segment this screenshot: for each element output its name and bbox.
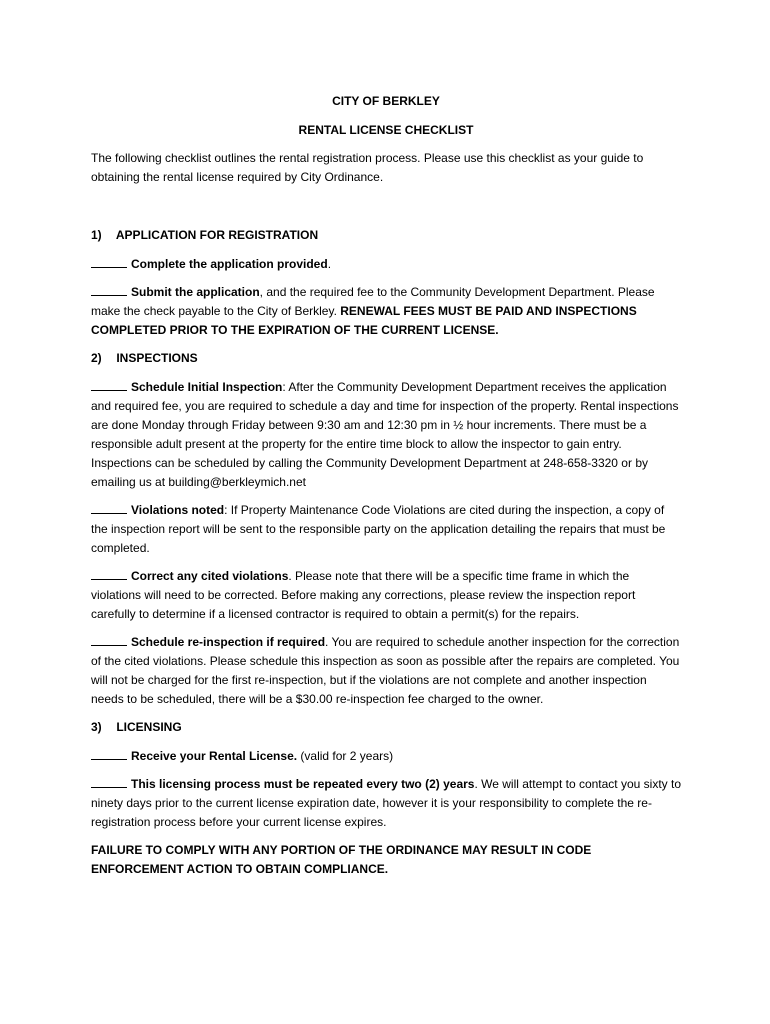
item-text: . You are required to schedule another inspection for the correction of the cited violations. Please schedule this inspection as soon as possible after the repairs are completed. You will not be charged for the first re-inspection, but if the violations are not complete and another inspection needs to be scheduled, there will be a $30.00 re-inspection fee charged to the owner. [91, 635, 680, 706]
checkbox-blank [91, 256, 127, 268]
city-title: CITY OF BERKLEY [332, 94, 440, 108]
item-lead: This licensing process must be repeated every two (2) years [131, 777, 475, 791]
section-title: INSPECTIONS [116, 351, 198, 365]
checklist-item [91, 378, 681, 492]
section-heading [91, 226, 681, 245]
section-application [91, 226, 681, 340]
checklist-item [91, 567, 681, 624]
checkbox-blank [91, 568, 127, 580]
section-title: APPLICATION FOR REGISTRATION [115, 228, 319, 242]
section-licensing [91, 718, 681, 832]
checklist-item [91, 283, 681, 340]
item-lead: Submit the application [131, 285, 260, 299]
item-lead: Violations noted [131, 503, 225, 517]
checkbox-blank [91, 502, 127, 514]
item-text: . Please note that there will be a specific time frame in which the violations will need to be corrected. Before making any corrections, please review the inspection report carefully to determine if a licensed contractor is required to obtain a permit(s) for the repairs. [91, 569, 636, 621]
item-text: . [327, 257, 332, 271]
compliance-warning: FAILURE TO COMPLY WITH ANY PORTION OF THE ORDINANCE MAY RESULT IN CODE ENFORCEMENT ACTION TO OBTAIN COMPLIANCE. [91, 843, 592, 876]
checklist-item [91, 633, 681, 709]
item-text: (valid for 2 years) [297, 749, 394, 763]
checkbox-blank [91, 284, 127, 296]
document-page [91, 92, 681, 879]
checklist-item [91, 775, 681, 832]
intro-paragraph: The following checklist outlines the rental registration process. Please use this checklist as your guide to obtaining the rental license required by City Ordinance. [91, 151, 644, 184]
section-title: LICENSING [116, 720, 182, 734]
checklist-title: RENTAL LICENSE CHECKLIST [298, 123, 474, 137]
checklist-item [91, 747, 681, 766]
item-lead: Schedule re-inspection if required [131, 635, 326, 649]
item-lead: Correct any cited violations [131, 569, 289, 583]
checkbox-blank [91, 634, 127, 646]
section-number: 3) [91, 720, 102, 734]
checkbox-blank [91, 776, 127, 788]
item-lead: Complete the application provided [131, 257, 328, 271]
item-text: : If Property Maintenance Code Violations are cited during the inspection, a copy of the inspection report will be sent to the responsible party on the application detailing the repairs that must be completed. [91, 503, 666, 555]
renewal-notice: RENEWAL FEES MUST BE PAID AND INSPECTIONS COMPLETED PRIOR TO THE EXPIRATION OF THE CURRENT LICENSE. [91, 304, 637, 337]
item-lead: Receive your Rental License. [131, 749, 298, 763]
item-text: : After the Community Development Department receives the application and required fee, you are required to schedule a day and time for inspection of the property. Rental inspections are done Monday through Friday between 9:30 am and 12:30 pm in ½ hour increments. There must be a responsible adult present at the property for the entire time block to allow the inspector to gain entry. Inspections can be scheduled by calling the Community Development Department at 248-658-3320 or by emailing us at building@berkleymich.net [91, 380, 679, 489]
checkbox-blank [91, 379, 127, 391]
item-text: . We will attempt to contact you sixty to ninety days prior to the current license expiration date, however it is your responsibility to complete the re-registration process before your current license expires. [91, 777, 681, 829]
section-heading [91, 718, 681, 737]
section-number: 2) [91, 351, 102, 365]
item-text: , and the required fee to the Community Development Department. Please make the check payable to the City of Berkley. [91, 285, 655, 318]
section-number: 1) [91, 228, 102, 242]
section-heading [91, 349, 681, 368]
section-inspections [91, 349, 681, 709]
checklist-item [91, 501, 681, 558]
item-lead: Schedule Initial Inspection [131, 380, 283, 394]
checkbox-blank [91, 748, 127, 760]
checklist-item [91, 255, 681, 274]
